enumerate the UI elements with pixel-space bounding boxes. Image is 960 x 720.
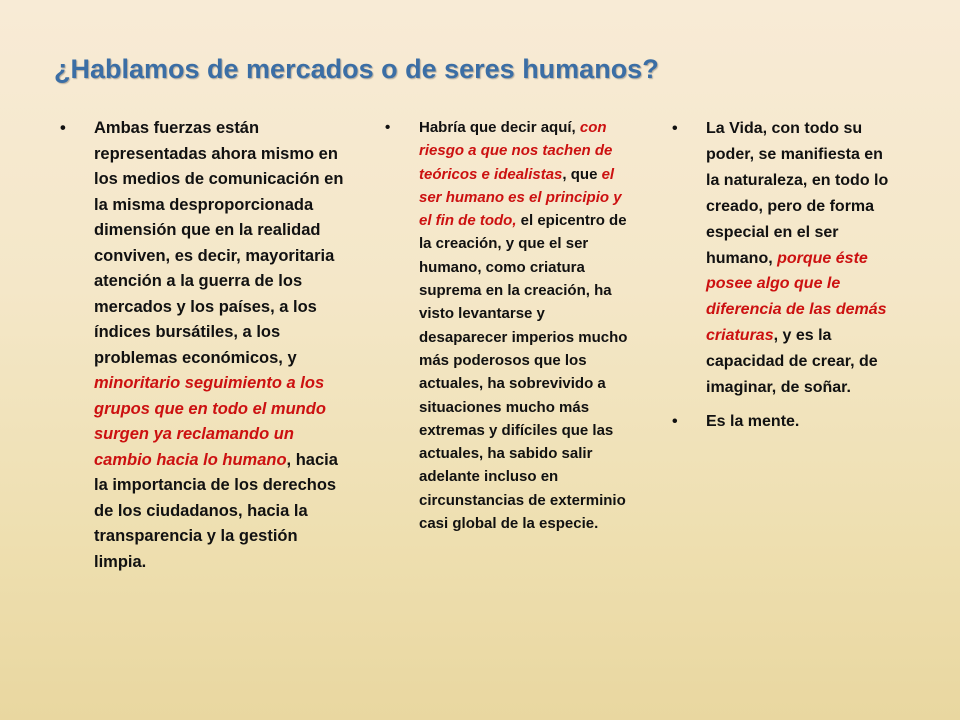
bullet-text: , hacia la importancia de los derechos de los ciudadanos, hacia la transparencia y la gestión limpia. xyxy=(94,450,338,571)
bullet-text: Habría que decir aquí, xyxy=(419,119,580,136)
column-left xyxy=(56,116,348,575)
bullet-text: , que xyxy=(562,165,602,183)
bullet-text: Ambas fuerzas están representadas ahora mismo en los medios de comunicación en la misma desproporcionada dimensión que en la realidad conviven, es decir, mayoritaria atención a la guerra de los mercados y los países, a los índices bursátiles, a los problemas económicos, y xyxy=(94,119,344,367)
slide-title: ¿Hablamos de mercados o de seres humanos? xyxy=(54,54,659,84)
bullet-text-highlighted: con riesgo a que nos tachen de teóricos e idealistas xyxy=(419,119,613,183)
bullet-text-highlighted: minoritario seguimiento a los grupos que en todo el mundo surgen ya reclamando un cambio hacia lo humano xyxy=(94,374,326,469)
bullet-text: el epicentro de la creación, y que el ser humano, como criatura suprema en la creación, ha visto levantarse y desaparecer imperios mucho más poderosos que los actuales, ha sobrevivido a situaciones mucho más extremas y difíciles que las actuales, ha sabido salir adelante incluso en circunstancias de exterminio casi global de la especie. xyxy=(419,212,628,533)
bullet-text-highlighted: el ser humano es el principio y el fin de todo, xyxy=(419,165,622,230)
bullet-text-highlighted: porque éste posee algo que le diferencia de las demás criaturas xyxy=(706,249,887,345)
bullet-item xyxy=(381,116,637,535)
bullet-item xyxy=(668,409,900,435)
column-right xyxy=(668,116,900,435)
bullet-text: , y es la capacidad de crear, de imaginar, de soñar. xyxy=(706,327,878,397)
bullet-item xyxy=(56,116,348,575)
bullet-text: La Vida, con todo su poder, se manifiesta en la naturaleza, en todo lo creado, pero de forma especial en el ser humano, xyxy=(706,120,889,267)
column-middle xyxy=(381,116,637,535)
bullet-item xyxy=(668,116,900,401)
bullet-text: Es la mente. xyxy=(706,412,800,430)
